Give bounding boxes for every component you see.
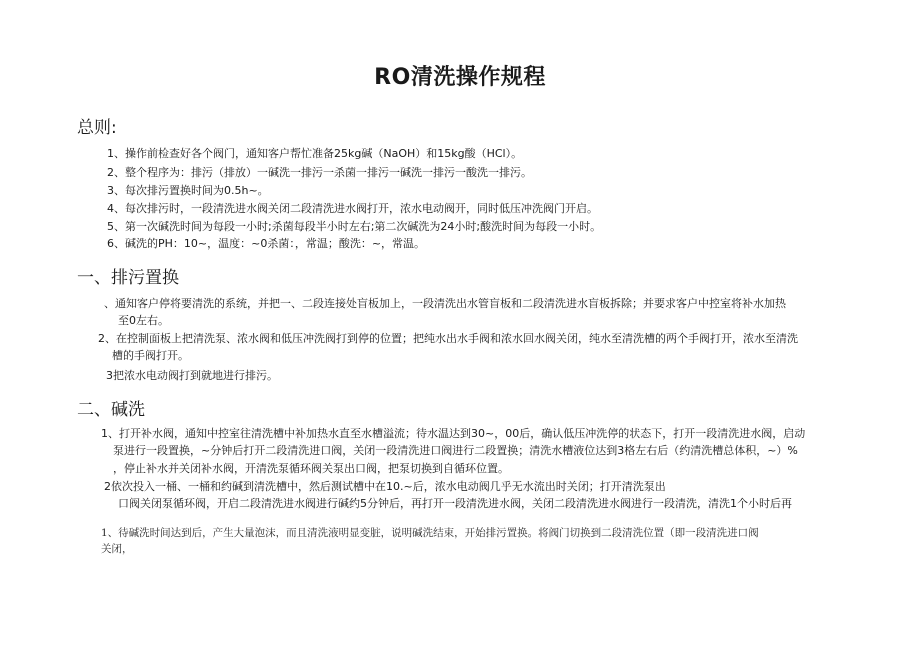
general-item-5: 5、第一次碱洗时间为每段一小时;杀菌每段半小时左右;第二次碱洗为24小时;酸洗时间为每段一小时。: [107, 220, 602, 233]
section-heading-drain: 一、排污置换: [77, 268, 179, 288]
general-item-3: 3、每次排污置换时间为0.5h~。: [107, 184, 269, 197]
general-item-4: 4、每次排污时，一段清洗进水阀关闭二段清洗进水阀打开，浓水电动阀开，同时低压冲洗阀门开启。: [107, 202, 598, 215]
alkali-line-5: 口阀关闭泵循环阀，开启二段清洗进水阀进行碱约5分钟后，再打开一段清洗进水阀，关闭二段清洗进水阀进行一段清洗，清洗1个小时后再: [118, 497, 792, 510]
drain-line-4: 槽的手阀打开。: [112, 349, 189, 362]
general-item-2: 2、整个程序为：排污（排放）一碱洗一排污一杀菌一排污一碱洗一排污一酸洗一排污。: [107, 166, 532, 179]
drain-line-2: 至0左右。: [118, 314, 169, 327]
general-item-6: 6、碱洗的PH：10~，温度：~0杀菌：，常温；酸洗：~，常温。: [107, 237, 426, 250]
alkali-line-2: 泵进行一段置换，~分钟后打开二段清洗进口阀，关闭一段清洗进口阀进行二段置换；清洗水槽液位达到3格左右后（约清洗槽总体积，~）%: [113, 444, 798, 457]
alkali-line-7: 关闭，: [101, 543, 133, 555]
alkali-line-6: 1、待碱洗时间达到后，产生大量泡沫，而且清洗液明显变脏，说明碱洗结束，开始排污置换。将阀门切换到二段清洗位置（即一段清洗进口阀: [101, 527, 759, 539]
general-item-1: 1、操作前检查好各个阀门，通知客户帮忙准备25kg碱（NaOH）和15kg酸（HCl）。: [107, 147, 523, 160]
drain-line-5: 3把浓水电动阀打到就地进行排污。: [106, 369, 278, 382]
drain-line-1: 、通知客户停将要清洗的系统，并把一、二段连接处盲板加上，一段清洗出水管盲板和二段清洗进水盲板拆除；并要求客户中控室将补水加热: [104, 297, 786, 310]
drain-line-3: 2、在控制面板上把清洗泵、浓水阀和低压冲洗阀打到停的位置；把纯水出水手阀和浓水回水阀关闭，纯水至清洗槽的两个手阀打开，浓水至清洗: [98, 332, 798, 345]
alkali-line-4: 2依次投入一桶、一桶和约碱到清洗槽中，然后测试槽中在10.~后，浓水电动阀几乎无水流出时关闭；打开清洗泵出: [104, 480, 666, 493]
alkali-line-3: ，停止补水并关闭补水阀，开清洗泵循环阀关泵出口阀，把泵切换到自循环位置。: [113, 462, 509, 475]
alkali-line-1: 1、打开补水阀，通知中控室往清洗槽中补加热水直至水槽溢流；待水温达到30~，00后，确认低压冲洗停的状态下，打开一段清洗进水阀，启动: [101, 427, 806, 440]
general-heading: 总则:: [77, 118, 117, 138]
section-heading-alkali: 二、碱洗: [77, 400, 145, 420]
page-title: RO清洗操作规程: [374, 65, 546, 90]
